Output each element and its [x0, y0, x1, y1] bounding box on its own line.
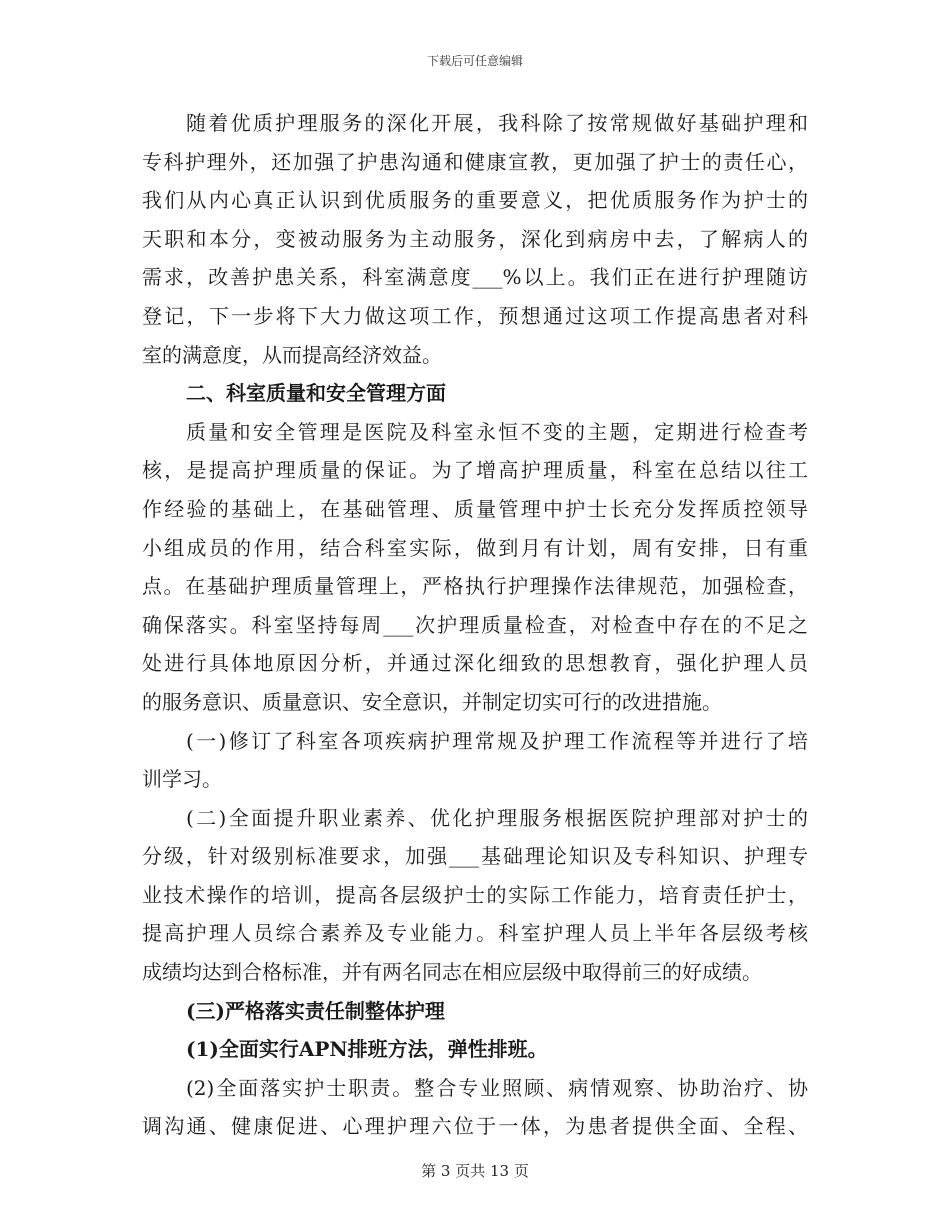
document-body	[142, 104, 808, 1146]
paragraph-line: 随着优质护理服务的深化开展，我科除了按常规做好基础护理和	[186, 111, 808, 135]
paragraph-line: 小组成员的作用，结合科室实际，做到月有计划，周有安排，日有重	[142, 535, 808, 560]
paragraph-line: 调沟通、健康促进、心理护理六位于一体，为患者提供全面、全程、	[142, 1114, 808, 1139]
paragraph-line: 的服务意识、质量意识、安全意识，并制定切实可行的改进措施。	[142, 689, 722, 714]
paragraph-line: 提高护理人员综合素养及专业能力。科室护理人员上半年各层级考核	[142, 921, 808, 946]
paragraph-line: 专科护理外，还加强了护患沟通和健康宣教，更加强了护士的责任心，	[142, 149, 808, 174]
paragraph-line: 处进行具体地原因分析，并通过深化细致的思想教育，强化护理人员	[142, 651, 808, 676]
section-heading-line: 二、科室质量和安全管理方面	[186, 381, 446, 406]
paragraph-line: 登记，下一步将下大力做这项工作，预想通过这项工作提高患者对科	[142, 303, 808, 328]
paragraph-line: (二)全面提升职业素养、优化护理服务根据医院护理部对护士的	[186, 805, 808, 830]
paragraph-line: 核，是提高护理质量的保证。为了增高护理质量，科室在总结以往工	[142, 458, 808, 483]
page-header: 下载后可任意编辑	[426, 54, 523, 68]
paragraph-line: 质量和安全管理是医院及科室永恒不变的主题，定期进行检查考	[186, 419, 808, 444]
page-footer: 第 3 页共 13 页	[421, 1162, 529, 1180]
section-heading-line: (1)全面实行APN排班方法，弹性排班。	[186, 1037, 548, 1062]
paragraph-line: 室的满意度，从而提高经济效益。	[142, 342, 442, 367]
paragraph-line: 点。在基础护理质量管理上，严格执行护理操作法律规范，加强检查，	[142, 574, 808, 599]
paragraph-line: 成绩均达到合格标准，并有两名同志在相应层级中取得前三的好成绩。	[142, 960, 762, 985]
paragraph-line: (2)全面落实护士职责。整合专业照顾、病情观察、协助治疗、协	[186, 1075, 808, 1100]
section-heading-line: (三)严格落实责任制整体护理	[186, 998, 445, 1023]
paragraph-line: 作经验的基础上，在基础管理、质量管理中护士长充分发挥质控领导	[142, 496, 808, 521]
paragraph-line: (一)修订了科室各项疾病护理常规及护理工作流程等并进行了培	[186, 728, 808, 753]
paragraph-line: 分级，针对级别标准要求，加强___基础理论知识及专科知识、护理专	[142, 844, 808, 869]
paragraph-line: 天职和本分，变被动服务为主动服务，深化到病房中去，了解病人的	[142, 226, 808, 251]
paragraph-line: 训学习。	[142, 767, 222, 792]
paragraph-line: 确保落实。科室坚持每周___次护理质量检查，对检查中存在的不足之	[142, 612, 808, 637]
paragraph-line: 需求，改善护患关系，科室满意度___%以上。我们正在进行护理随访	[142, 265, 808, 290]
paragraph-line: 业技术操作的培训，提高各层级护士的实际工作能力，培育责任护士，	[142, 882, 808, 907]
paragraph-line: 我们从内心真正认识到优质服务的重要意义，把优质服务作为护士的	[142, 188, 808, 213]
